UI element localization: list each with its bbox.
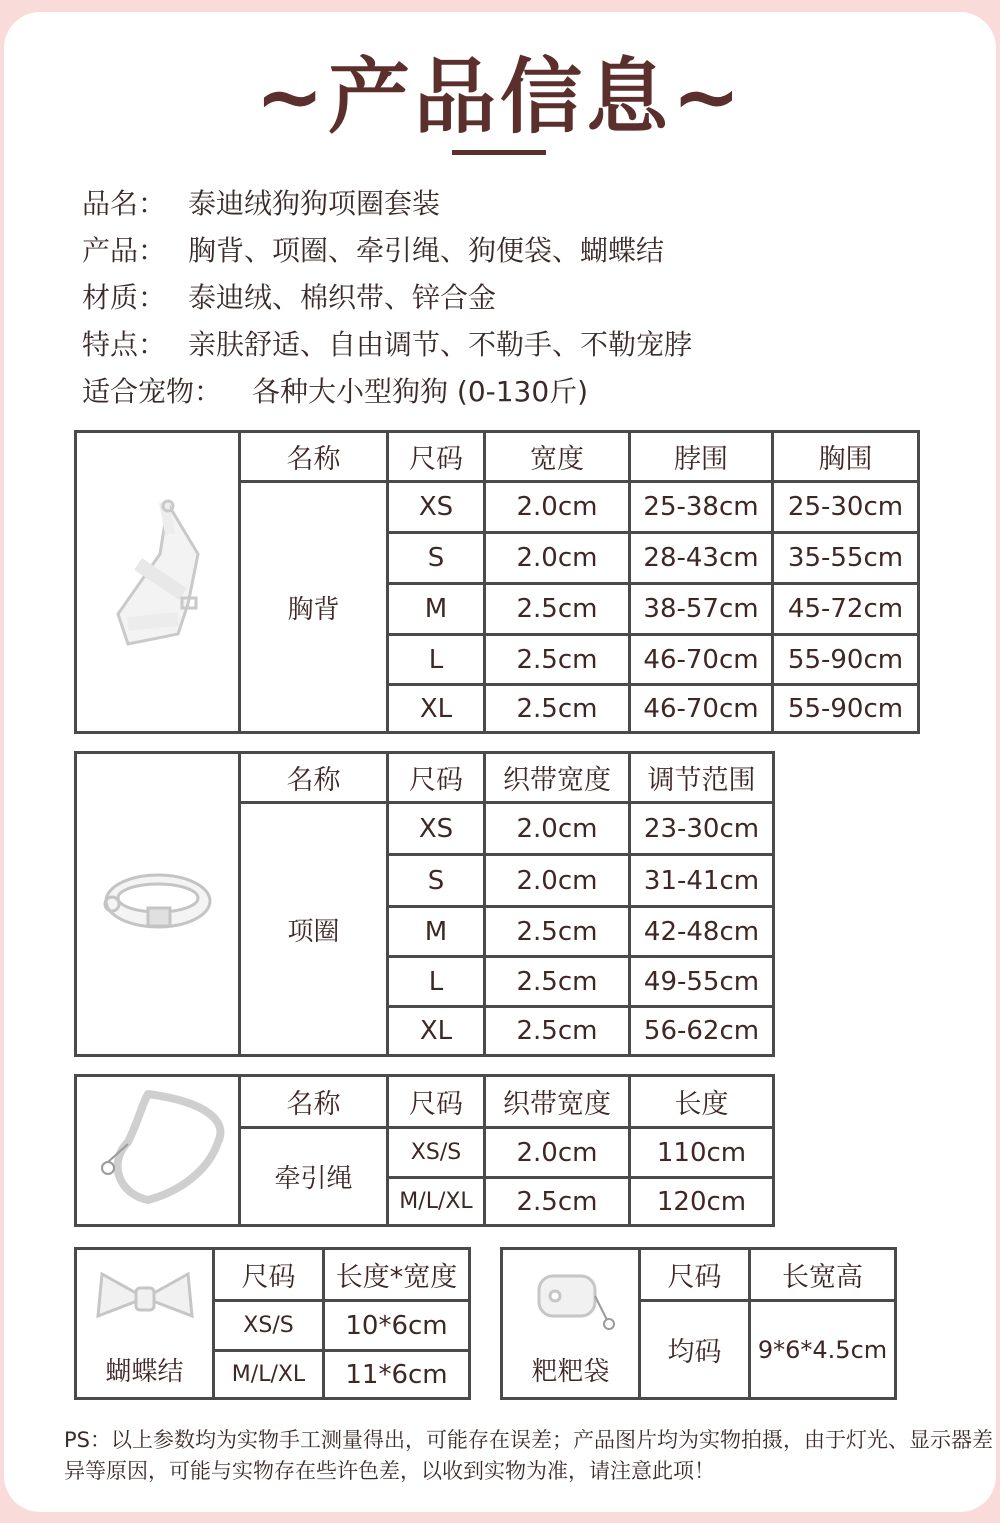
poop-bag-size-table xyxy=(500,1247,897,1400)
poop-bag-image xyxy=(521,1260,621,1340)
info-row-suitable xyxy=(82,368,692,415)
table-cell: 11*6cm xyxy=(324,1351,470,1399)
info-row-name xyxy=(82,180,692,227)
table-cell: 2.0cm xyxy=(485,533,630,584)
page-title: ~产品信息~ xyxy=(255,50,745,145)
info-label: 品名： xyxy=(82,187,167,220)
table-header: 长度*宽度 xyxy=(324,1249,470,1301)
table-header: 脖围 xyxy=(630,432,773,482)
table-cell: XS xyxy=(388,482,485,533)
harness-image-cell xyxy=(76,432,240,733)
info-row-material xyxy=(82,274,692,321)
table-cell: 25-30cm xyxy=(773,482,919,533)
info-label: 适合宠物： xyxy=(82,375,223,408)
table-cell: 23-30cm xyxy=(630,803,774,855)
table-cell: L xyxy=(388,635,485,685)
table-cell: 46-70cm xyxy=(630,685,773,733)
info-value: 亲肤舒适、自由调节、不勒手、不勒宠脖 xyxy=(188,328,693,361)
table-cell: M/L/XL xyxy=(388,1178,485,1226)
bow-size-table xyxy=(74,1247,471,1400)
table-cell: 46-70cm xyxy=(630,635,773,685)
table-cell: 110cm xyxy=(630,1128,774,1178)
table-cell: L xyxy=(388,957,485,1007)
table-cell: S xyxy=(388,533,485,584)
table-header: 名称 xyxy=(240,432,388,482)
title-underline xyxy=(452,150,546,155)
info-label: 特点： xyxy=(82,328,167,361)
table-header: 胸围 xyxy=(773,432,919,482)
table-cell: XS xyxy=(388,803,485,855)
info-value: 泰迪绒、棉织带、锌合金 xyxy=(188,281,497,314)
table-header: 尺码 xyxy=(388,753,485,803)
leash-image xyxy=(88,1082,228,1212)
table-cell: 56-62cm xyxy=(630,1007,774,1056)
table-cell: XS/S xyxy=(214,1301,324,1351)
table-cell: 49-55cm xyxy=(630,957,774,1007)
disclaimer-note: PS：以上参数均为实物手工测量得出，可能存在误差；产品图片均为实物拍摄，由于灯光、显示器差异等原因，可能与实物存在些许色差，以收到实物为准，请注意此项！ xyxy=(64,1428,993,1483)
leash-size-table xyxy=(74,1074,775,1227)
info-value: 胸背、项圈、牵引绳、狗便袋、蝴蝶结 xyxy=(188,234,665,267)
table-header: 尺码 xyxy=(214,1249,324,1301)
poop-bag-image-cell xyxy=(502,1249,640,1399)
info-value: 各种大小型狗狗 (0-130斤) xyxy=(252,375,589,408)
table-cell: 55-90cm xyxy=(773,635,919,685)
table-cell: 2.5cm xyxy=(485,584,630,635)
table-cell: 35-55cm xyxy=(773,533,919,584)
bow-image xyxy=(90,1260,200,1340)
table-header: 长宽高 xyxy=(750,1249,896,1301)
table-header: 宽度 xyxy=(485,432,630,482)
table-cell: XL xyxy=(388,685,485,733)
table-cell: XL xyxy=(388,1007,485,1056)
collar-image-cell xyxy=(76,753,240,1056)
table-cell: 2.0cm xyxy=(485,1128,630,1178)
table-cell: 2.5cm xyxy=(485,907,630,957)
collar-image xyxy=(98,856,218,946)
table-cell: 2.0cm xyxy=(485,855,630,907)
table-cell: 38-57cm xyxy=(630,584,773,635)
table-cell: XS/S xyxy=(388,1128,485,1178)
info-value: 泰迪绒狗狗项圈套装 xyxy=(188,187,441,220)
table-cell: 2.5cm xyxy=(485,1178,630,1226)
harness-size-table xyxy=(74,430,920,734)
bow-image-cell xyxy=(76,1249,214,1399)
table-cell: 2.5cm xyxy=(485,1007,630,1056)
table-cell: 28-43cm xyxy=(630,533,773,584)
table-cell: 2.5cm xyxy=(485,635,630,685)
table-cell: M xyxy=(388,584,485,635)
table-header: 尺码 xyxy=(640,1249,750,1301)
info-row-features xyxy=(82,321,692,368)
table-cell: 42-48cm xyxy=(630,907,774,957)
collar-size-table xyxy=(74,751,775,1057)
table-cell: 9*6*4.5cm xyxy=(750,1301,896,1399)
table-cell: 31-41cm xyxy=(630,855,774,907)
product-name: 胸背 xyxy=(240,482,388,733)
table-cell: M/L/XL xyxy=(214,1351,324,1399)
table-header: 长度 xyxy=(630,1076,774,1128)
table-header: 调节范围 xyxy=(630,753,774,803)
table-cell: 10*6cm xyxy=(324,1301,470,1351)
leash-image-cell xyxy=(76,1076,240,1226)
table-header: 名称 xyxy=(240,1076,388,1128)
product-name: 牵引绳 xyxy=(240,1128,388,1226)
product-info xyxy=(82,180,692,415)
table-cell: 120cm xyxy=(630,1178,774,1226)
table-cell: M xyxy=(388,907,485,957)
table-header: 织带宽度 xyxy=(485,753,630,803)
table-header: 名称 xyxy=(240,753,388,803)
poop-bag-label: 粑粑袋 xyxy=(531,1356,610,1387)
table-header: 尺码 xyxy=(388,1076,485,1128)
table-cell: 25-38cm xyxy=(630,482,773,533)
table-cell: 2.5cm xyxy=(485,957,630,1007)
table-cell: 均码 xyxy=(640,1301,750,1399)
bow-label: 蝴蝶结 xyxy=(105,1356,184,1387)
table-header: 尺码 xyxy=(388,432,485,482)
table-cell: S xyxy=(388,855,485,907)
table-cell: 45-72cm xyxy=(773,584,919,635)
table-cell: 2.0cm xyxy=(485,482,630,533)
info-row-products xyxy=(82,227,692,274)
harness-image xyxy=(98,494,218,664)
info-label: 材质： xyxy=(82,281,167,314)
info-label: 产品： xyxy=(82,234,167,267)
product-name: 项圈 xyxy=(240,803,388,1056)
table-cell: 55-90cm xyxy=(773,685,919,733)
table-cell: 2.5cm xyxy=(485,685,630,733)
table-header: 织带宽度 xyxy=(485,1076,630,1128)
table-cell: 2.0cm xyxy=(485,803,630,855)
